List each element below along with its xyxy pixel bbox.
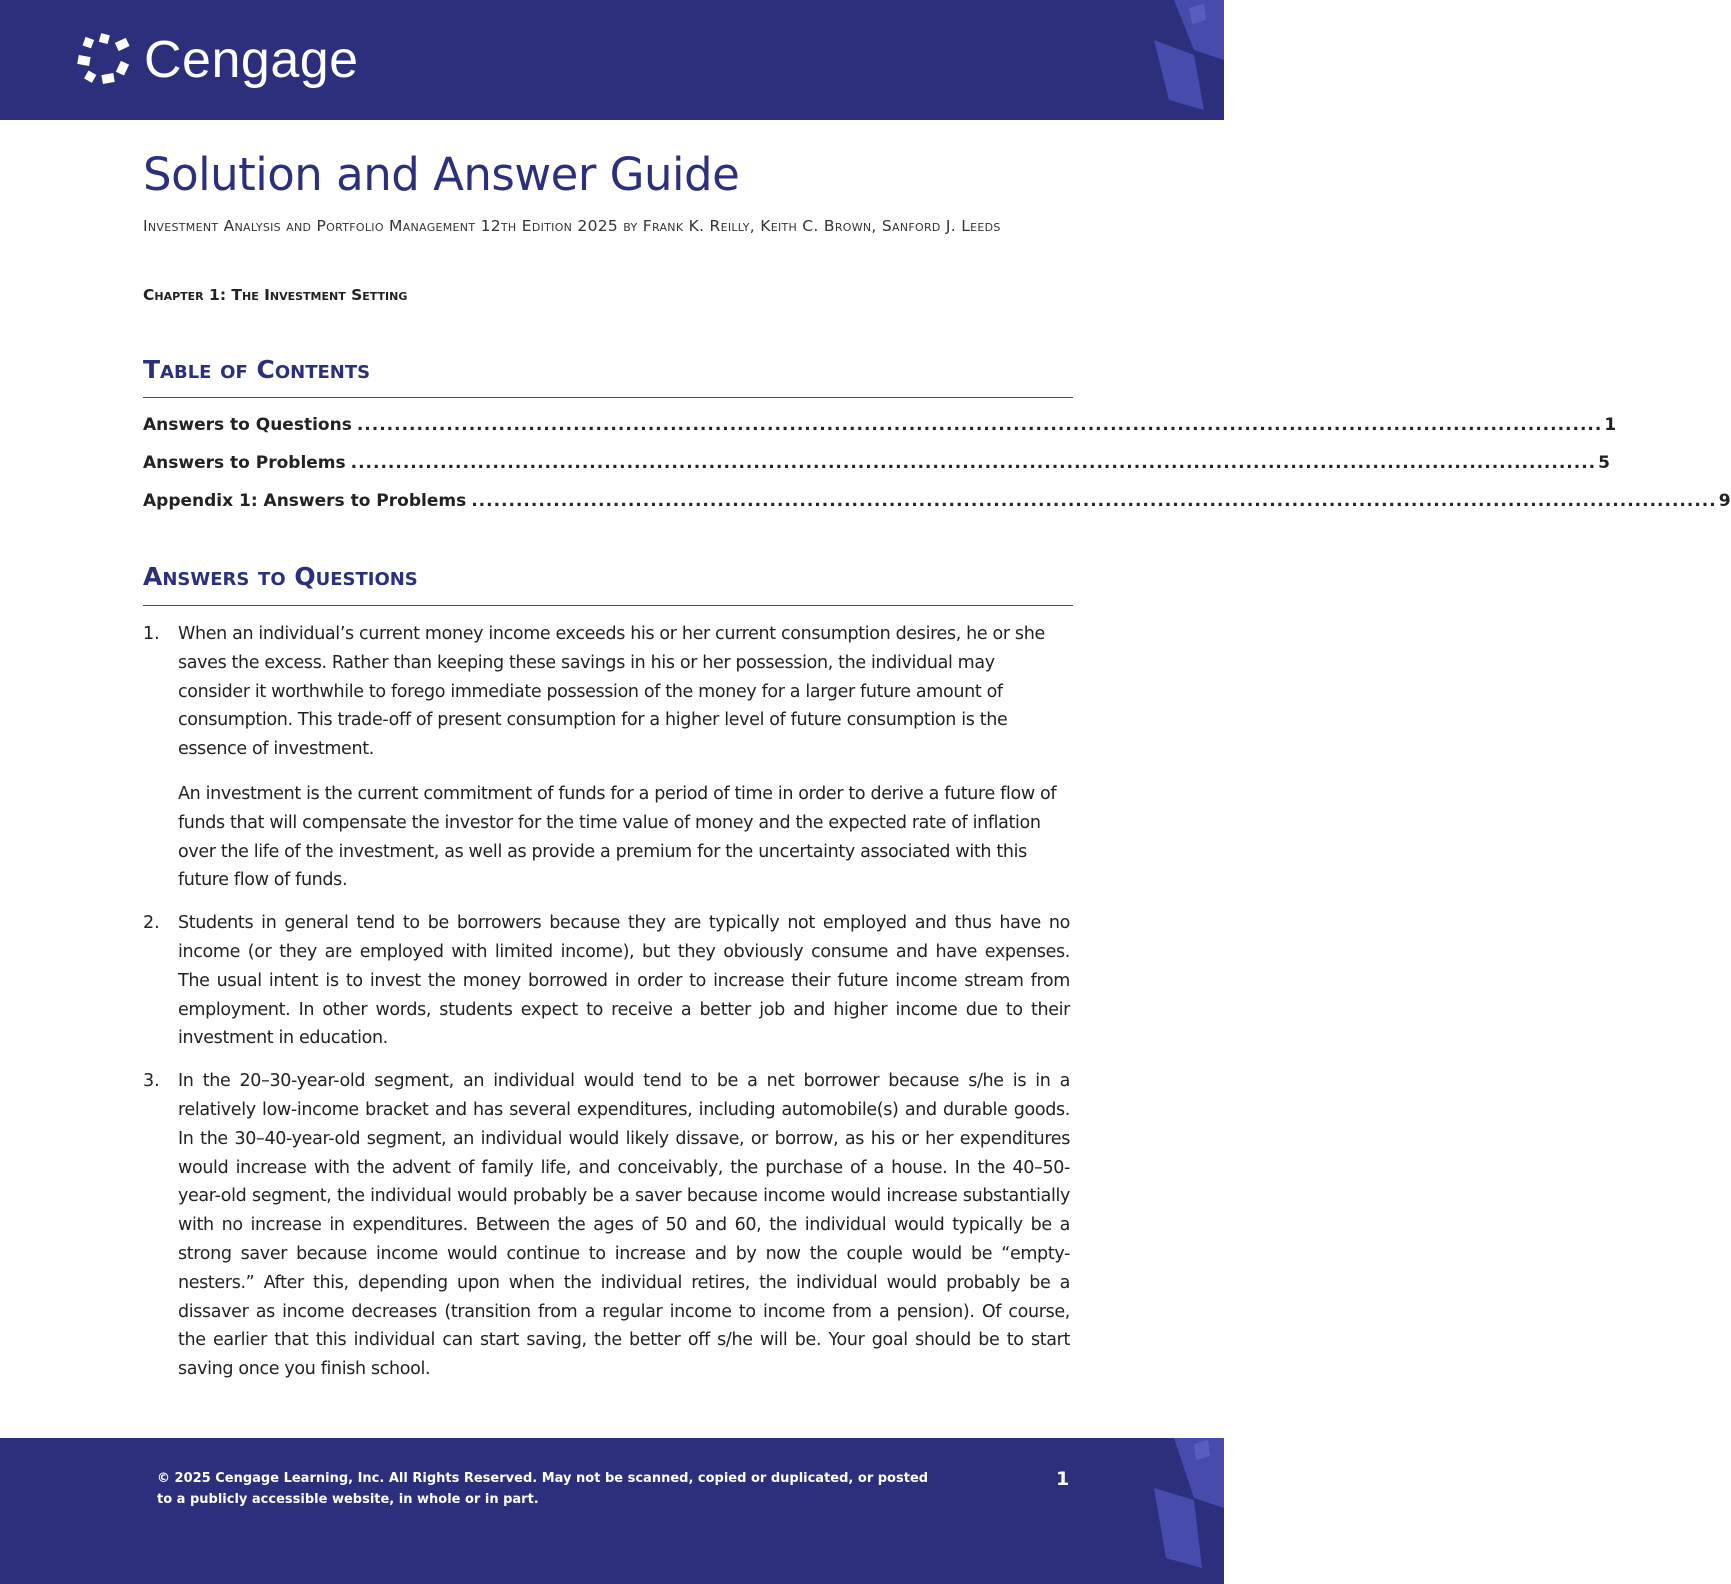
toc-entry-page: 5 bbox=[1598, 453, 1610, 473]
toc-heading: Table of Contents bbox=[143, 355, 1073, 398]
toc-leader-dots: ....................................................................................................................................................................... bbox=[350, 453, 1597, 473]
answers-heading: Answers to Questions bbox=[143, 562, 1073, 606]
toc-entry-label: Answers to Problems bbox=[143, 453, 346, 473]
table-of-contents bbox=[143, 415, 1731, 529]
header-band bbox=[0, 0, 1224, 120]
chapter-title: Chapter 1: The Investment Setting bbox=[143, 286, 408, 304]
book-citation: Investment Analysis and Portfolio Management 12th Edition 2025 by Frank K. Reilly, Keith C. Brown, Sanford J. Leeds bbox=[143, 217, 1001, 235]
answer-paragraph: In the 20–30-year-old segment, an individual would tend to be a net borrower because s/he is in a relatively low-income bracket and has several expenditures, including automobile(s) and durable goods. In the 30–40-year-old segment, an individual would likely dissave, or borrow, as his or her expenditures would increase with the advent of family life, and conceivably, the purchase of a house. In the 40–50-year-old segment, the individual would probably be a saver because income would increase substantially with no increase in expenditures. Between the ages of 50 and 60, the individual would typically be a strong saver because income would continue to increase and by now the couple would be “empty-nesters.” After this, depending upon when the individual retires, the individual would probably be a dissaver as income decreases (transition from a regular income to income from a pension). Of course, the earlier that this individual can start saving, the better off s/he will be. Your goal should be to start saving once you finish school. bbox=[178, 1071, 1070, 1380]
toc-entry-page: 1 bbox=[1604, 415, 1617, 435]
answer-item bbox=[143, 620, 1070, 895]
answer-paragraph: Students in general tend to be borrowers because they are typically not employed and thus have no income (or they are employed with limited income), but they obviously consume and have expenses. The usual intent is to invest the money borrowed in order to increase their future income stream from employment. In other words, students expect to receive a better job and higher income due to their investment in education. bbox=[178, 913, 1070, 1049]
toc-leader-dots: ....................................................................................................................................................................... bbox=[471, 491, 1717, 511]
answer-paragraph: When an individual’s current money income exceeds his or her current consumption desires, he or she saves the excess. Rather than keeping these savings in his or her possession, the individual may consider it worthwhile to forego immediate possession of the money for a larger future amount of consumption. This trade-off of present consumption for a higher level of future consumption is the essence of investment. bbox=[178, 624, 1045, 760]
answer-number: 2. bbox=[143, 913, 160, 934]
cengage-logo bbox=[74, 30, 359, 90]
answer-number: 3. bbox=[143, 1071, 160, 1092]
footer-band bbox=[0, 1438, 1224, 1584]
toc-leader-dots: ....................................................................................................................................................................... bbox=[356, 415, 1603, 435]
page-title: Solution and Answer Guide bbox=[143, 148, 740, 201]
answer-item bbox=[143, 909, 1070, 1053]
toc-entry-page: 9 bbox=[1718, 491, 1731, 511]
cengage-logo-mark-icon bbox=[74, 30, 136, 90]
corner-decoration-icon bbox=[1134, 0, 1224, 120]
page-number: 1 bbox=[1056, 1468, 1070, 1490]
toc-entry[interactable] bbox=[143, 415, 1617, 453]
toc-entry[interactable] bbox=[143, 453, 1610, 491]
answer-number: 1. bbox=[143, 624, 160, 644]
answers-list bbox=[143, 620, 1070, 1398]
toc-entry-label: Answers to Questions bbox=[143, 415, 352, 435]
copyright-notice: © 2025 Cengage Learning, Inc. All Rights Reserved. May not be scanned, copied or duplicated, or posted to a publicly accessible website, in whole or in part. bbox=[157, 1471, 929, 1507]
brand-name: Cengage bbox=[144, 31, 359, 89]
toc-entry-label: Appendix 1: Answers to Problems bbox=[143, 491, 467, 511]
answer-paragraph: An investment is the current commitment of funds for a period of time in order to derive a future flow of funds that will compensate the investor for the time value of money and the expected rate of inflation over the life of the investment, as well as provide a premium for the uncertainty associated with this future flow of funds. bbox=[178, 783, 1057, 891]
answer-item bbox=[143, 1067, 1070, 1384]
footer-decoration-icon bbox=[1144, 1438, 1224, 1584]
toc-entry[interactable] bbox=[143, 491, 1731, 529]
